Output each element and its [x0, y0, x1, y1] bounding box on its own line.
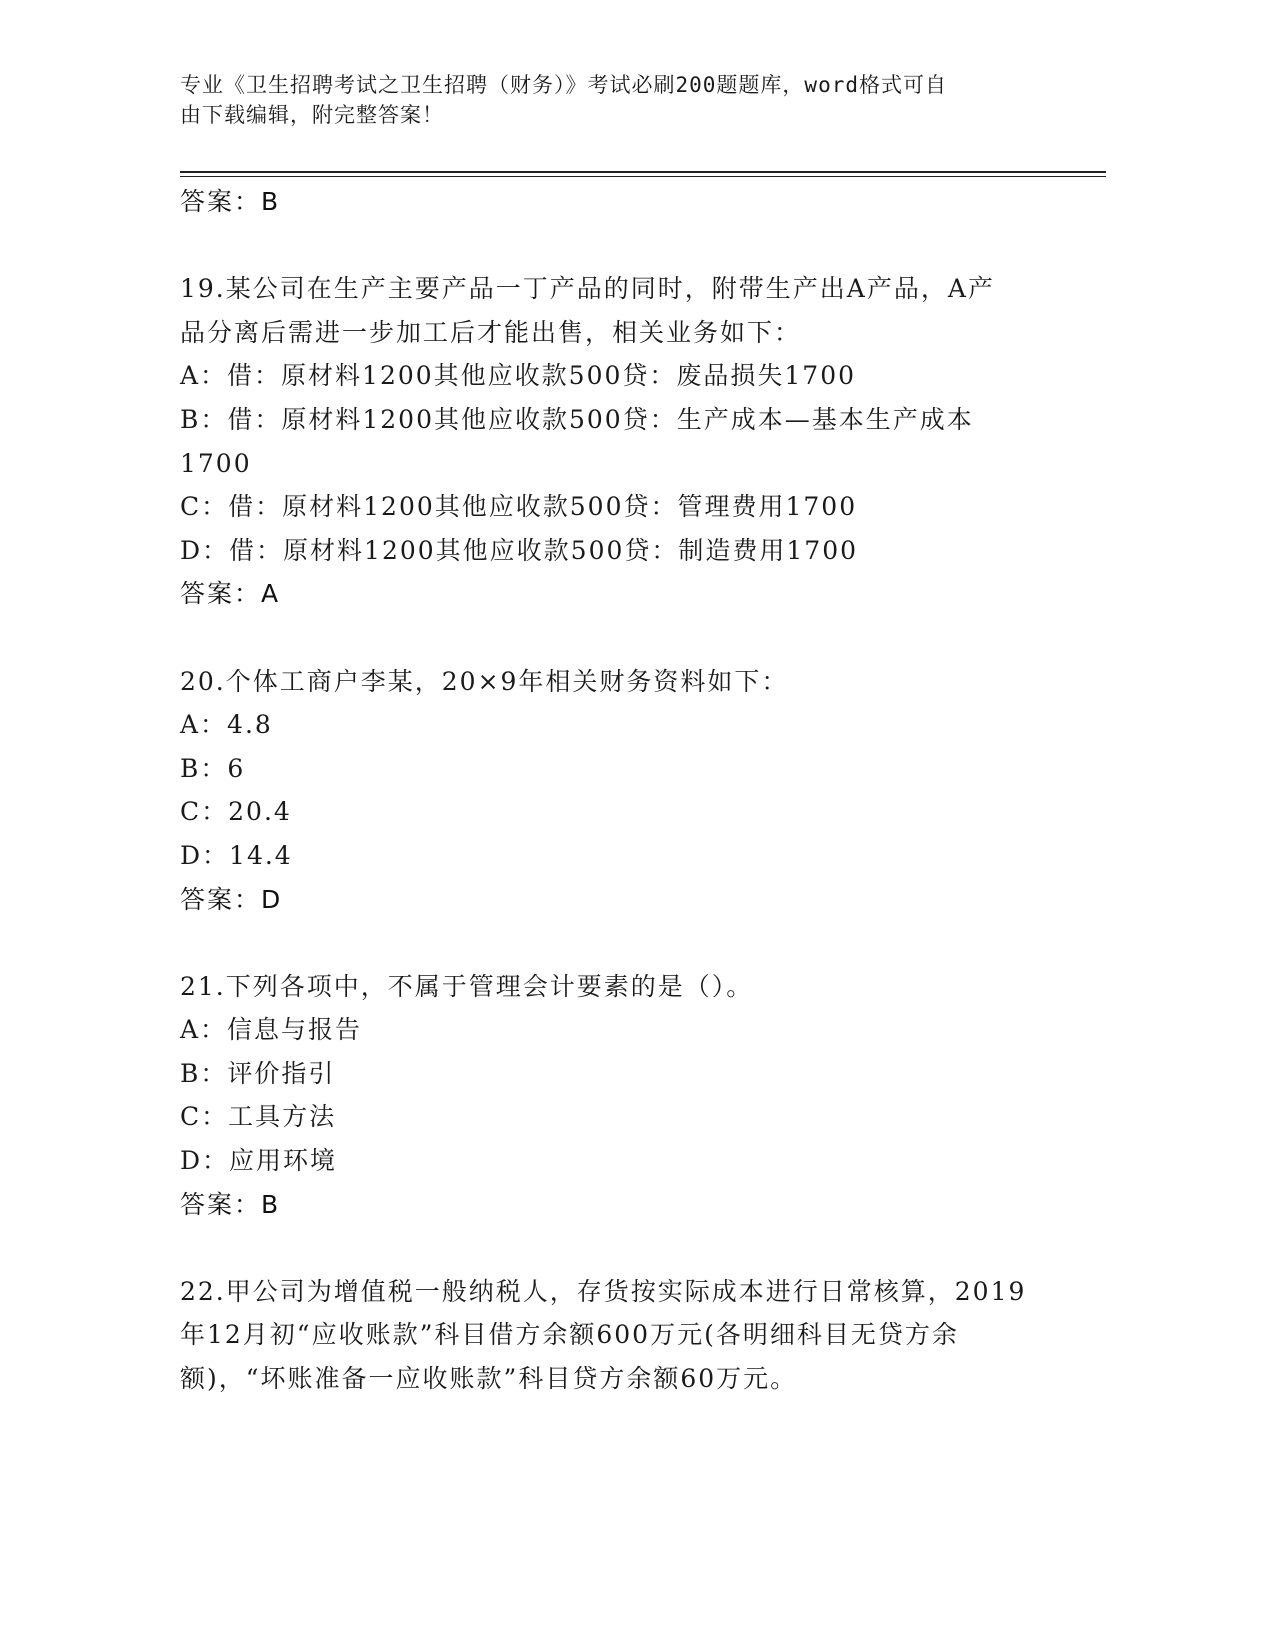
option-a: A：信息与报告 — [180, 1015, 363, 1045]
question-text: 19.某公司在生产主要产品一丁产品的同时，附带生产出A产品，A产 — [180, 274, 995, 304]
spacer — [180, 616, 1080, 660]
page-header — [180, 70, 1060, 130]
answer-text: 答案：A — [180, 579, 281, 609]
option-c: C：借：原材料1200其他应收款500贷：管理费用1700 — [180, 492, 858, 522]
question-item — [180, 965, 1080, 1227]
question-text: 年12月初“应收账款”科目借方余额600万元(各明细科目无贷方余 — [180, 1320, 959, 1350]
question-list — [180, 180, 1080, 1401]
answer-text: 答案：B — [180, 1189, 281, 1219]
option-b: B：评价指引 — [180, 1058, 336, 1088]
answer-text: 答案：B — [180, 187, 281, 216]
option-d: D：借：原材料1200其他应收款500贷：制造费用1700 — [180, 535, 859, 565]
question-item — [180, 1270, 1080, 1401]
header-divider — [180, 176, 1106, 177]
answer-text: 答案：D — [180, 884, 283, 914]
header-divider — [180, 171, 1106, 173]
option-a: A：4.8 — [180, 710, 273, 740]
option-b: B：6 — [180, 753, 246, 783]
option-b-continued: 1700 — [180, 448, 252, 478]
spacer — [180, 224, 1080, 268]
question-text: 21.下列各项中，不属于管理会计要素的是（）。 — [180, 971, 754, 1001]
option-d: D：14.4 — [180, 840, 293, 870]
header-line: 专业《卫生招聘考试之卫生招聘（财务）》考试必刷200题题库，word格式可自 — [180, 73, 947, 97]
option-a: A：借：原材料1200其他应收款500贷：废品损失1700 — [180, 361, 857, 391]
option-c: C：工具方法 — [180, 1102, 337, 1132]
question-text: 额)，“坏账准备一应收账款”科目贷方余额60万元。 — [180, 1364, 798, 1394]
question-text: 22.甲公司为增值税一般纳税人，存货按实际成本进行日常核算，2019 — [180, 1276, 1027, 1306]
header-line: 由下载编辑，附完整答案！ — [180, 103, 444, 127]
question-item — [180, 267, 1080, 616]
question-text: 品分离后需进一步加工后才能出售，相关业务如下： — [180, 317, 802, 347]
option-b: B：借：原材料1200其他应收款500贷：生产成本—基本生产成本 — [180, 404, 974, 434]
spacer — [180, 1226, 1080, 1270]
question-text: 20.个体工商户李某，20×9年相关财务资料如下： — [180, 666, 789, 696]
option-d: D：应用环境 — [180, 1146, 338, 1176]
spacer — [180, 921, 1080, 965]
question-item — [180, 660, 1080, 922]
option-c: C：20.4 — [180, 797, 292, 827]
